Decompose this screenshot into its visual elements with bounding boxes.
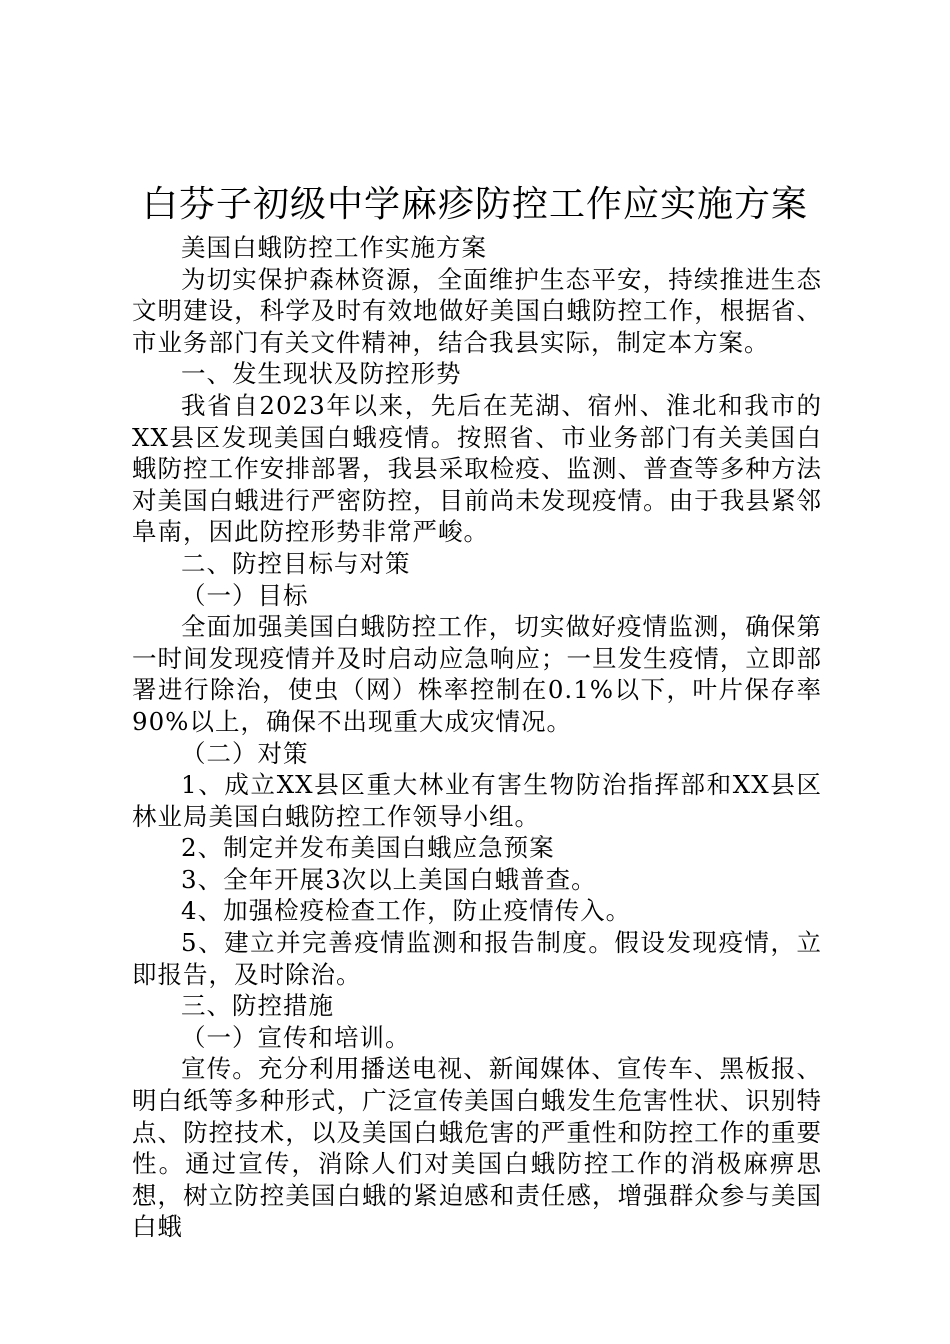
- list-item-5: 5、建立并完善疫情监测和报告制度。假设发现疫情，立即报告，及时除治。: [132, 928, 822, 989]
- paragraph-publicity: 宣传。充分利用播送电视、新闻媒体、宣传车、黑板报、明白纸等多种形式，广泛宣传美国白蛾发生危害性状、识别特点、防控技术，以及美国白蛾危害的严重性和防控工作的重要性。通过宣传，消除人们对美国白蛾防控工作的消极麻痹思想，树立防控美国白蛾的紧迫感和责任感，增强群众参与美国白蛾: [132, 1054, 822, 1242]
- paragraph-intro: 为切实保护森林资源，全面维护生态平安，持续推进生态文明建设，科学及时有效地做好美国白蛾防控工作，根据省、市业务部门有关文件精神，结合我县实际，制定本方案。: [132, 264, 822, 357]
- heading-section-1: 一、发生现状及防控形势: [181, 359, 462, 389]
- paragraph-plan-subtitle: 美国白蛾防控工作实施方案: [181, 233, 487, 262]
- subheading-goals: （一）目标: [181, 580, 309, 610]
- subheading-publicity-training: （一）宣传和培训。: [181, 1022, 411, 1052]
- list-item-1: 1、成立XX县区重大林业有害生物防治指挥部和XX县区林业局美国白蛾防控工作领导小组。: [132, 770, 822, 831]
- list-item-2: 2、制定并发布美国白蛾应急预案: [181, 833, 555, 863]
- heading-section-2: 二、防控目标与对策: [181, 548, 411, 578]
- list-item-3: 3、全年开展3次以上美国白蛾普查。: [181, 864, 597, 894]
- document-body: [132, 232, 822, 1243]
- subheading-measures: （二）对策: [181, 738, 309, 768]
- document-title: 白芬子初级中学麻疹防控工作应实施方案: [141, 184, 808, 225]
- paragraph-current-status: 我省自2023年以来，先后在芜湖、宿州、淮北和我市的XX县区发现美国白蛾疫情。按照省、市业务部门有关美国白蛾防控工作安排部署，我县采取检疫、监测、普查等多种方法对美国白蛾进行严密防控，目前尚未发现疫情。由于我县紧邻阜南，因此防控形势非常严峻。: [132, 390, 822, 547]
- list-item-4: 4、加强检疫检查工作，防止疫情传入。: [181, 896, 632, 926]
- heading-section-3: 三、防控措施: [181, 991, 334, 1021]
- paragraph-goals: 全面加强美国白蛾防控工作，切实做好疫情监测，确保第一时间发现疫情并及时启动应急响应；一旦发生疫情，立即部署进行除治，使虫（网）株率控制在0.1%以下，叶片保存率90%以上，确保不出现重大成灾情况。: [132, 612, 822, 736]
